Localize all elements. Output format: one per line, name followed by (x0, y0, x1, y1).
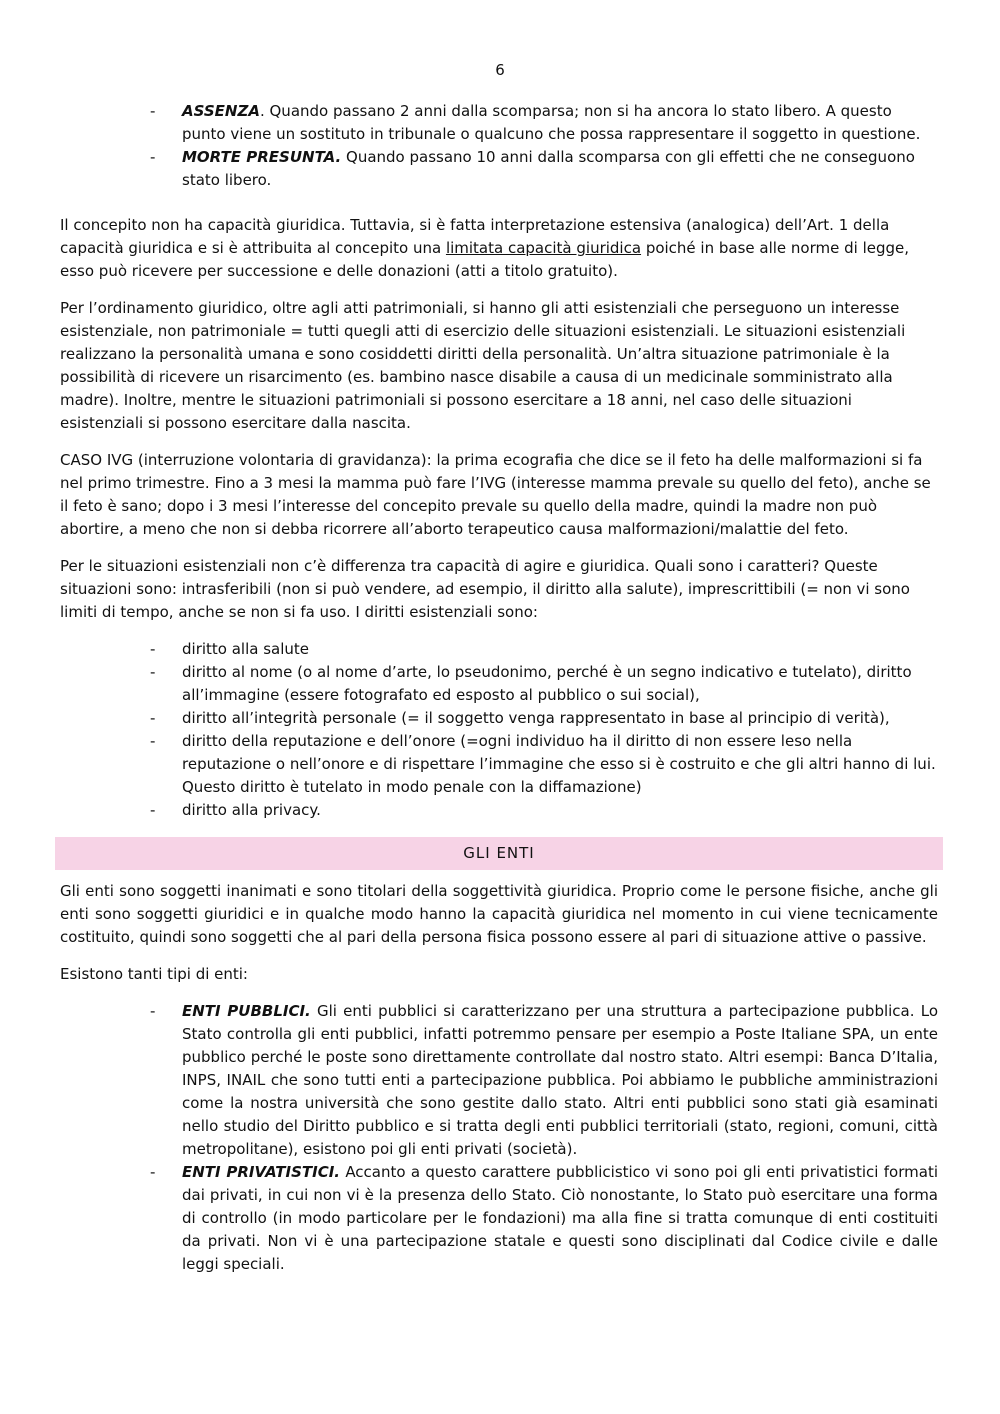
list-item-enti-pubblici (60, 1000, 938, 1161)
text-morte-presunta: Quando passano 10 anni dalla scomparsa con gli effetti che ne conseguono stato libero. (182, 148, 915, 189)
section-heading-gli-enti: GLI ENTI (55, 837, 943, 870)
term-assenza: ASSENZA (182, 102, 260, 120)
page-number: 6 (495, 61, 505, 79)
list-dash: - (150, 801, 156, 819)
list-item (60, 707, 938, 730)
list-dash: - (150, 148, 156, 166)
paragraph-tipi-enti: Esistono tanti tipi di enti: (60, 965, 248, 983)
list-dash: - (150, 709, 156, 727)
list-dash: - (150, 640, 156, 658)
rights-list (60, 638, 938, 822)
entities-list (60, 1000, 938, 1276)
list-item-text: diritto alla salute (182, 640, 310, 658)
list-dash: - (150, 102, 156, 120)
paragraph-text: Il concepito non ha capacità giuridica. Tuttavia, si è fatta interpretazione estensiva (analogica) dell’Art. 1 della capacità giuridica e si è attribuita al concepito una (60, 216, 890, 257)
list-item-assenza (60, 100, 938, 146)
paragraph-caratteri: Per le situazioni esistenziali non c’è differenza tra capacità di agire e giuridica. Quali sono i caratteri? Queste situazioni sono: intrasferibili (non si può vendere, ad esempio, il diritto alla salute), imprescrittibili (= non vi sono limiti di tempo, anche se non si fa uso. I diritti esistenziali sono: (60, 557, 910, 621)
paragraph-enti-intro: Gli enti sono soggetti inanimati e sono titolari della soggettività giuridica. Proprio come le persone fisiche, anche gli enti sono soggetti giuridici e in qualche modo hanno la capacità giuridica nel momento in cui viene tecnicamente costituito, quindi sono soggetti che al pari della persona fisica possono essere al pari di situazione attive o passive. (60, 882, 938, 946)
list-item-text: diritto al nome (o al nome d’arte, lo pseudonimo, perché è un segno indicativo e tutelato), diritto all’immagine (essere fotografato ed esposto al pubblico o sui social), (182, 663, 912, 704)
list-item-text: diritto all’integrità personale (= il soggetto venga rappresentato in base al principio di verità), (182, 709, 890, 727)
text-assenza: . Quando passano 2 anni dalla scomparsa; non si ha ancora lo stato libero. A questo punto viene un sostituto in tribunale o qualcuno che possa rappresentare il soggetto in questione. (182, 102, 921, 143)
list-item (60, 799, 938, 822)
text-enti-privatistici: Accanto a questo carattere pubblicistico vi sono poi gli enti privatistici formati dai privati, in cui non vi è la presenza dello Stato. Ciò nonostante, lo Stato può esercitare una forma di controllo (in modo particolare per le fondazioni) ma alla fine si tratta comunque di enti costituiti da privati. Non vi è una partecipazione statale e questi sono disciplinati dal Codice civile e dalle leggi speciali. (182, 1163, 938, 1273)
paragraph-concepito (60, 214, 938, 283)
list-dash: - (150, 663, 156, 681)
text-enti-pubblici: Gli enti pubblici si caratterizzano per una struttura a partecipazione pubblica. Lo Stato controlla gli enti pubblici, infatti potremmo pensare per esempio a Poste Italiane SPA, un ente pubblico perché le poste sono direttamente controllate dal nostro stato. Altri esempi: Banca D’Italia, INPS, INAIL che sono tutti enti a partecipazione pubblica. Poi abbiamo le pubbliche amministrazioni come la nostra università che sono gestite dallo stato. Altri enti pubblici sono stati già esaminati nello studio del Diritto pubblico e si tratta degli enti pubblici territoriali (stato, regioni, comuni, città metropolitane), esistono poi gli enti privati (società). (182, 1002, 938, 1158)
term-enti-pubblici: ENTI PUBBLICI. (182, 1002, 311, 1020)
list-dash: - (150, 1163, 156, 1181)
page-content (60, 100, 938, 1276)
paragraph-text: poiché in base alle norme di legge, esso può ricevere per successione e delle donazioni (atti a titolo gratuito). (60, 239, 910, 280)
list-item-text: diritto alla privacy. (182, 801, 321, 819)
list-item-text: diritto della reputazione e dell’onore (=ogni individuo ha il diritto di non essere leso nella reputazione o nell’onore e di rispettare l’immagine che esso si è costruito e che gli altri hanno di lui. Questo diritto è tutelato in modo penale con la diffamazione) (182, 732, 936, 796)
paragraph-caso-ivg: CASO IVG (interruzione volontaria di gravidanza): la prima ecografia che dice se il feto ha delle malformazioni si fa nel primo trimestre. Fino a 3 mesi la mamma può fare l’IVG (interesse mamma prevale su quello del feto), anche se il feto è sano; dopo i 3 mesi l’interesse del concepito prevale su quello della madre, quindi la madre non può abortire, a meno che non si debba ricorrere all’aborto terapeutico causa malformazioni/malattie del feto. (60, 451, 931, 538)
list-item-enti-privatistici (60, 1161, 938, 1276)
underlined-term: limitata capacità giuridica (445, 239, 642, 257)
list-item (60, 730, 938, 799)
term-enti-privatistici: ENTI PRIVATISTICI. (182, 1163, 340, 1181)
list-item (60, 661, 938, 707)
term-morte-presunta: MORTE PRESUNTA. (182, 148, 342, 166)
list-dash: - (150, 732, 156, 750)
paragraph-atti-esistenziali: Per l’ordinamento giuridico, oltre agli atti patrimoniali, si hanno gli atti esistenziali che perseguono un interesse esistenziale, non patrimoniale = tutti quegli atti di esercizio delle situazioni esistenziali. Le situazioni esistenziali realizzano la personalità umana e sono cosiddetti diritti della personalità. Un’altra situazione patrimoniale è la possibilità di ricevere un risarcimento (es. bambino nasce disabile a causa di un medicinale somministrato alla madre). Inoltre, mentre le situazioni patrimoniali si possono esercitare a 18 anni, nel caso delle situazioni esistenziali si possono esercitare dalla nascita. (60, 299, 906, 432)
absence-list (60, 100, 938, 192)
list-item-morte-presunta (60, 146, 938, 192)
list-dash: - (150, 1002, 156, 1020)
list-item (60, 638, 938, 661)
